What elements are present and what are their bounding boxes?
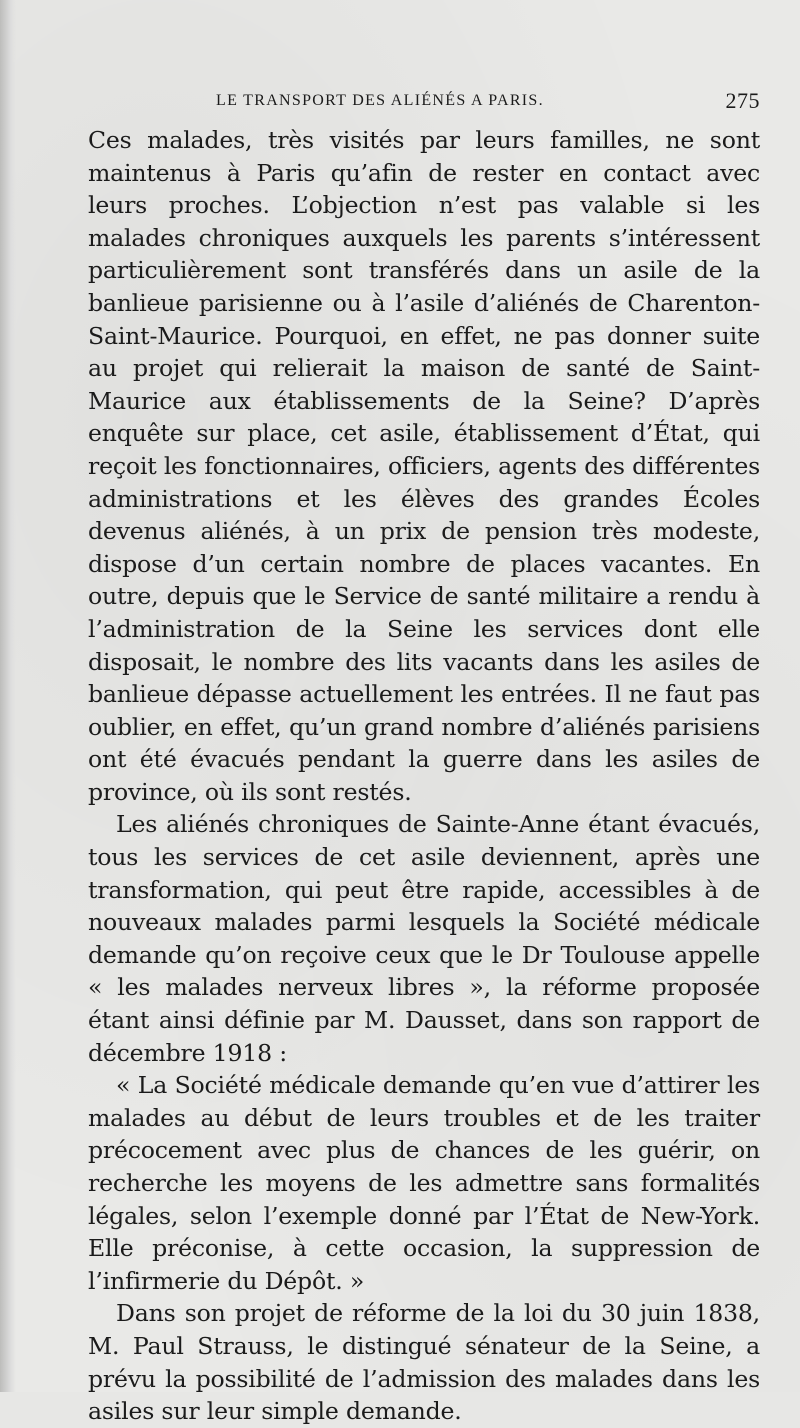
paragraph: Les aliénés chroniques de Sainte-Anne étant évacués, tous les services de cet asile deviennent, après une transformation, qui peut être rapide, accessibles à de nouveaux malades parmi lesquels la Société médicale demande qu’on reçoive ceux que le Dr Toulouse appelle « les malades nerveux libres », la réforme proposée étant ainsi définie par M. Dausset, dans son rapport de décembre 1918 :	[88, 810, 760, 1067]
running-head: LE TRANSPORT DES ALIÉNÉS A PARIS.	[216, 92, 544, 109]
quotation-paragraph: « La Société médicale demande qu’en vue d’attirer les malades au début de leurs troubles et de les traiter précocement avec plus de chances de les guérir, on recherche les moyens de les admettre sans formalités légales, selon l’exemple donné par l’État de New-York. Elle préconise, à cette occasion, la suppression de l’infirmerie du Dépôt. »	[88, 1071, 760, 1295]
page-binding-edge	[0, 0, 16, 1392]
paragraph: Dans son projet de réforme de la loi du 30 juin 1838, M. Paul Strauss, le distingué sénateur de la Seine, a prévu la possibilité de l’admission des malades dans les asiles sur leur simple demande.	[88, 1299, 760, 1426]
body-text	[88, 124, 760, 1428]
paragraph: Ces malades, très visités par leurs familles, ne sont maintenus à Paris qu’afin de rester en contact avec leurs proches. L’objection n’est pas valable si les malades chroniques auxquels les parents s’intéressent particulièrement sont transférés dans un asile de la banlieue parisienne ou à l’asile d’aliénés de Charenton-Saint-Maurice. Pourquoi, en effet, ne pas donner suite au projet qui relierait la maison de santé de Saint-Maurice aux établissements de la Seine? D’après enquête sur place, cet asile, établissement d’État, qui reçoit les fonctionnaires, officiers, agents des différentes administrations et les élèves des grandes Écoles devenus aliénés, à un prix de pension très modeste, dispose d’un certain nombre de places vacantes. En outre, depuis que le Service de santé militaire a rendu à l’administration de la Seine les services dont elle disposait, le nombre des lits vacants dans les asiles de banlieue dépasse actuellement les entrées. Il ne faut pas oublier, en effet, qu’un grand nombre d’aliénés parisiens ont été évacués pendant la guerre dans les asiles de province, où ils sont restés.	[88, 126, 760, 806]
page-number: 275	[725, 88, 760, 113]
page-header	[216, 88, 764, 120]
